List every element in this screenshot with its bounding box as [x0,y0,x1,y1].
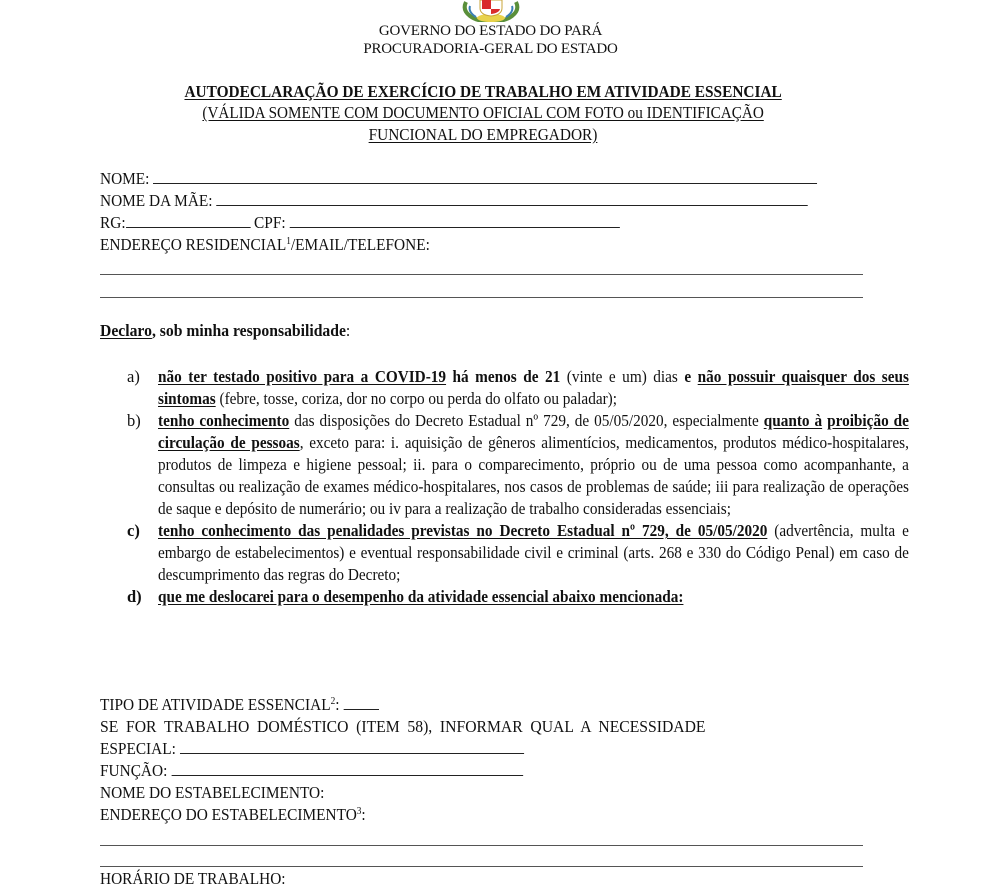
funcao-label: FUNÇÃO: [100,761,168,780]
nome-estab-label: NOME DO ESTABELECIMENTO: [100,783,325,802]
item-a [127,366,909,410]
item-a-text-2: (febre, tosse, coriza, dor no corpo ou perda do olfato ou paladar); [215,389,618,408]
footnote-ref-3: 3 [356,806,362,817]
field-domestico [100,716,866,738]
header-office: PROCURADORIA-GERAL DO ESTADO [363,41,618,57]
endereco-estab-input-line-1[interactable] [100,845,863,846]
item-b-text-2: , exceto para: i. aquisição de gêneros alimentícios, medicamentos, produtos médico-hospitalares, produtos de limpeza e higiene pessoal; ii. para o comparecimento, próprio ou de uma pessoa como acompanhante, a consultas ou realização de exames médico-hospitalares, nos casos de problemas de saúde; iii para realização de operações de saque e depósito de numerário; ou iv para a realização de trabalho consideradas essenciais; [158,433,909,518]
cpf-label: CPF: [254,213,286,232]
item-d-label: d) [127,587,142,606]
item-b-bold-3: proibição de circulação de pessoas [158,411,909,452]
footnote-ref-2: 2 [330,696,336,707]
item-a-bold-1: não ter testado positivo para a COVID-19 [158,367,447,386]
nome-mae-label: NOME DA MÃE: [100,191,213,210]
item-d-bold-1: que me deslocarei para o desempenho da atividade essencial abaixo mencionada: [158,587,684,606]
item-b-bold-1: tenho conhecimento [158,411,290,430]
item-a-bold-2: há menos de 21 [446,367,561,386]
nome-mae-input-line[interactable] [216,191,807,206]
item-d [127,586,867,608]
item-c [127,520,909,586]
domestico-label: SE FOR TRABALHO DOMÉSTICO (ITEM 58), INFORMAR QUAL A NECESSIDADE [100,717,706,736]
item-b [127,410,909,520]
item-a-text-1: (vinte e um) dias [560,367,685,386]
item-b-text-1: das disposições do Decreto Estadual nº 729, de 05/05/2020, especialmente [289,411,764,430]
endereco-input-line-1[interactable] [100,274,863,275]
item-c-text-1: (advertência, multa e embargo de estabelecimentos) e eventual responsabilidade civil e criminal (arts. 268 e 330 do Código Penal) em caso de descumprimento das regras do Decreto; [158,521,909,584]
endereco-estab-label: ENDEREÇO DO ESTABELECIMENTO [100,805,357,824]
especial-input-line[interactable] [180,739,524,754]
endereco-input-line-2[interactable] [100,297,863,298]
tipo-input-line[interactable] [343,695,378,710]
declaro-word: Declaro [100,321,152,340]
field-horario [100,868,286,890]
endereco-estab-input-line-2[interactable] [100,866,863,867]
item-b-bold-2: quanto à [763,411,823,430]
tipo-colon: : [335,695,340,714]
item-c-label: c) [127,521,140,540]
cpf-input-line[interactable] [289,213,619,228]
endereco-estab-colon: : [361,805,366,824]
field-nome-estabelecimento [100,782,324,804]
declaration-lead-rest: , sob minha responsabilidade [151,321,346,340]
declaration-lead [100,320,350,342]
nome-input-line[interactable] [153,169,817,184]
especial-label: ESPECIAL: [100,739,176,758]
item-a-label: a) [127,367,140,386]
document-title [100,81,866,102]
item-a-bold-4: não possuir quaisquer dos seus sintomas [158,367,909,408]
coat-of-arms-logo [458,0,524,22]
field-especial [100,738,524,760]
header-government: GOVERNO DO ESTADO DO PARÁ [378,23,603,39]
item-b-label: b) [127,411,141,430]
document-subtitle-1 [100,102,866,123]
field-endereco [100,234,430,256]
field-nome [100,168,817,190]
field-nome-mae [100,190,808,212]
rg-input-line[interactable] [126,213,251,228]
endereco-label-rest: /EMAIL/TELEFONE: [290,235,430,254]
field-tipo-atividade [100,694,379,716]
title-main: AUTODECLARAÇÃO DE EXERCÍCIO DE TRABALHO EM ATIVIDADE ESSENCIAL [184,82,782,101]
footnote-ref-1: 1 [286,236,291,247]
endereco-label: ENDEREÇO RESIDENCIAL [100,235,287,254]
field-funcao [100,760,523,782]
item-c-bold-1: tenho conhecimento das penalidades previstas no Decreto Estadual nº 729, de 05/05/2020 [158,521,768,540]
item-a-bold-3: e [684,367,692,386]
horario-label: HORÁRIO DE TRABALHO: [100,869,286,888]
title-sub-1: (VÁLIDA SOMENTE COM DOCUMENTO OFICIAL COM FOTO ou IDENTIFICAÇÃO [202,103,764,122]
title-sub-2: FUNCIONAL DO EMPREGADOR) [368,125,598,144]
field-rg-cpf [100,212,620,234]
declaration-items [127,366,909,608]
declaration-colon: : [345,321,351,340]
funcao-input-line[interactable] [171,761,523,776]
document-subtitle-2 [100,124,866,145]
nome-label: NOME: [100,169,150,188]
field-endereco-estabelecimento [100,804,366,826]
tipo-label: TIPO DE ATIVIDADE ESSENCIAL [100,695,331,714]
rg-label: RG: [100,213,126,232]
